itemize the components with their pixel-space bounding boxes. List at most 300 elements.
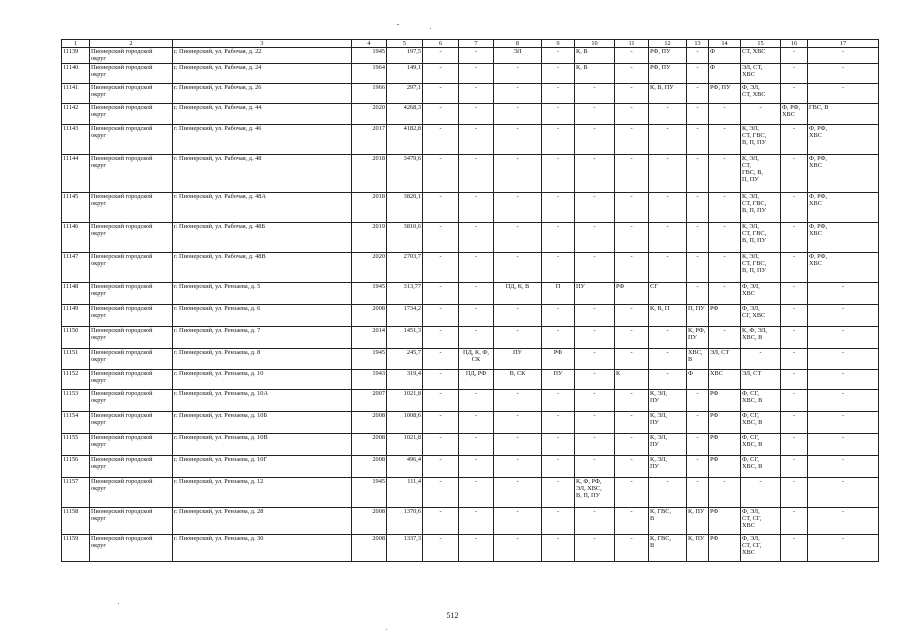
table-cell-col-14: - <box>709 103 741 124</box>
table-row <box>62 282 879 304</box>
table-cell-col-17: ГВС, В <box>808 103 879 124</box>
table-row <box>62 154 879 192</box>
table-cell-col-14: - <box>709 326 741 348</box>
table-cell-col-10: - <box>575 389 615 411</box>
column-header: 12 <box>649 40 687 48</box>
table-cell-col-12: К, ЭЛ, ПУ <box>649 389 687 411</box>
table-cell-col-16: - <box>781 282 808 304</box>
table-cell-col-10: ПУ <box>575 282 615 304</box>
table-cell-col-11: - <box>615 433 649 455</box>
table-cell-col-2: Пионерский городской округ <box>90 63 173 83</box>
table-cell-col-13: - <box>687 48 709 63</box>
table-cell-col-3: г. Пионерский, ул. Рензаева, д. 10Б <box>173 411 352 433</box>
table-cell-col-10: - <box>575 192 615 222</box>
scan-speck <box>386 629 387 630</box>
table-cell-col-11: - <box>615 103 649 124</box>
table-cell-col-12: - <box>649 477 687 507</box>
table-cell-col-16: - <box>781 455 808 477</box>
table-cell-col-16: - <box>781 411 808 433</box>
table-cell-col-17: Ф, РФ, ХВС <box>808 222 879 252</box>
table-cell-col-2: Пионерский городской округ <box>90 222 173 252</box>
table-cell-col-15: Ф, СГ, ХВС, В <box>741 389 781 411</box>
table-cell-col-11: - <box>615 304 649 326</box>
table-cell-col-6: - <box>423 369 459 389</box>
table-cell-col-15: К, ЭЛ, СТ, ГВС, В, П, ПУ <box>741 154 781 192</box>
table-cell-col-7: - <box>459 103 494 124</box>
table-cell-col-1: 11148 <box>62 282 90 304</box>
table-cell-col-5: 1337,3 <box>387 534 423 561</box>
table-cell-col-11: - <box>615 154 649 192</box>
table-cell-col-8: - <box>494 433 542 455</box>
table-cell-col-4: 2008 <box>352 411 387 433</box>
table-cell-col-1: 11157 <box>62 477 90 507</box>
table-cell-col-14: РФ <box>709 455 741 477</box>
table-cell-col-15: Ф, СГ, ХВС, В <box>741 411 781 433</box>
table-cell-col-9: - <box>542 48 575 63</box>
table-cell-col-8: - <box>494 389 542 411</box>
table-cell-col-5: 297,1 <box>387 83 423 103</box>
column-header: 16 <box>781 40 808 48</box>
table-cell-col-9: - <box>542 433 575 455</box>
column-header: 8 <box>494 40 542 48</box>
column-header: 2 <box>90 40 173 48</box>
table-cell-col-15: К, ЭЛ, СТ, ГВС, В, П, ПУ <box>741 222 781 252</box>
table-cell-col-7: - <box>459 154 494 192</box>
table-cell-col-10: - <box>575 326 615 348</box>
table-cell-col-5: 4182,8 <box>387 124 423 154</box>
scan-speck <box>430 28 431 29</box>
table-cell-col-2: Пионерский городской округ <box>90 154 173 192</box>
table-cell-col-9: РФ <box>542 348 575 369</box>
table-cell-col-5: 245,7 <box>387 348 423 369</box>
column-header: 17 <box>808 40 879 48</box>
table-cell-col-1: 11155 <box>62 433 90 455</box>
table-cell-col-1: 11156 <box>62 455 90 477</box>
table-cell-col-9: - <box>542 534 575 561</box>
table-cell-col-14: РФ <box>709 534 741 561</box>
table-cell-col-7: ПД, К, Ф, СК <box>459 348 494 369</box>
table-cell-col-17: - <box>808 83 879 103</box>
table-cell-col-7: - <box>459 63 494 83</box>
table-cell-col-8: - <box>494 124 542 154</box>
table-cell-col-1: 11139 <box>62 48 90 63</box>
table-cell-col-8: - <box>494 411 542 433</box>
table-row <box>62 433 879 455</box>
table-row <box>62 389 879 411</box>
table-cell-col-16: - <box>781 433 808 455</box>
table-cell-col-6: - <box>423 103 459 124</box>
table-cell-col-9: - <box>542 411 575 433</box>
table-row <box>62 124 879 154</box>
table-cell-col-6: - <box>423 411 459 433</box>
table-cell-col-15: - <box>741 477 781 507</box>
table-cell-col-6: - <box>423 282 459 304</box>
table-row <box>62 222 879 252</box>
table-cell-col-16: - <box>781 348 808 369</box>
table-cell-col-14: РФ <box>709 411 741 433</box>
table-cell-col-13: К, ПУ <box>687 534 709 561</box>
table-cell-col-8: - <box>494 477 542 507</box>
table-cell-col-15: ЭЛ, СТ <box>741 369 781 389</box>
table-cell-col-7: ПД, РФ <box>459 369 494 389</box>
table-cell-col-13: - <box>687 477 709 507</box>
table-cell-col-15: К, ЭЛ, СТ, ГВС, В, П, ПУ <box>741 252 781 282</box>
table-cell-col-13: - <box>687 282 709 304</box>
table-cell-col-10: - <box>575 433 615 455</box>
table-cell-col-13: - <box>687 192 709 222</box>
table-cell-col-1: 11142 <box>62 103 90 124</box>
table-cell-col-10: - <box>575 369 615 389</box>
table-cell-col-1: 11159 <box>62 534 90 561</box>
table-cell-col-4: 2008 <box>352 455 387 477</box>
table-cell-col-11: - <box>615 455 649 477</box>
table-cell-col-2: Пионерский городской округ <box>90 455 173 477</box>
table-cell-col-7: - <box>459 192 494 222</box>
table-cell-col-9: - <box>542 154 575 192</box>
table-cell-col-2: Пионерский городской округ <box>90 304 173 326</box>
table-row <box>62 348 879 369</box>
table-row <box>62 455 879 477</box>
table-cell-col-13: - <box>687 154 709 192</box>
table-cell-col-6: - <box>423 222 459 252</box>
table-cell-col-8: - <box>494 534 542 561</box>
table-cell-col-12: - <box>649 154 687 192</box>
table-cell-col-9: - <box>542 63 575 83</box>
table-cell-col-12: К, ГВС, В <box>649 534 687 561</box>
table-cell-col-8: ПД, К, В <box>494 282 542 304</box>
table-row <box>62 369 879 389</box>
table-cell-col-12: - <box>649 124 687 154</box>
table-cell-col-17: - <box>808 507 879 534</box>
table-cell-col-14: РФ <box>709 389 741 411</box>
table-cell-col-2: Пионерский городской округ <box>90 252 173 282</box>
table-cell-col-6: - <box>423 304 459 326</box>
table-row <box>62 477 879 507</box>
table-cell-col-11: - <box>615 124 649 154</box>
table-cell-col-14: РФ, ПУ <box>709 83 741 103</box>
table-cell-col-7: - <box>459 282 494 304</box>
table-cell-col-4: 2014 <box>352 326 387 348</box>
table-cell-col-5: 1021,8 <box>387 389 423 411</box>
table-cell-col-11: - <box>615 507 649 534</box>
table-cell-col-14: ЭЛ, СТ <box>709 348 741 369</box>
table-cell-col-8: - <box>494 83 542 103</box>
table-cell-col-3: г. Пионерский, ул. Рабочая, д. 24 <box>173 63 352 83</box>
table-cell-col-3: г. Пионерский, ул. Рабочая, д. 22 <box>173 48 352 63</box>
table-cell-col-2: Пионерский городской округ <box>90 534 173 561</box>
table-cell-col-4: 1945 <box>352 348 387 369</box>
table-cell-col-7: - <box>459 326 494 348</box>
table-cell-col-9: - <box>542 326 575 348</box>
table-cell-col-12: К, ЭЛ, ПУ <box>649 433 687 455</box>
table-cell-col-3: г. Пионерский, ул. Рензаева, д. 8 <box>173 348 352 369</box>
table-cell-col-16: - <box>781 534 808 561</box>
column-header: 7 <box>459 40 494 48</box>
table-cell-col-1: 11150 <box>62 326 90 348</box>
table-cell-col-13: - <box>687 63 709 83</box>
table-cell-col-9: П <box>542 282 575 304</box>
table-cell-col-16: - <box>781 154 808 192</box>
table-cell-col-13: - <box>687 222 709 252</box>
table-cell-col-12: - <box>649 103 687 124</box>
table-cell-col-16: - <box>781 304 808 326</box>
table-cell-col-13: - <box>687 389 709 411</box>
table-cell-col-5: 1370,6 <box>387 507 423 534</box>
table-cell-col-16: - <box>781 124 808 154</box>
table-cell-col-2: Пионерский городской округ <box>90 326 173 348</box>
table-cell-col-13: К, ПУ <box>687 507 709 534</box>
table-cell-col-17: - <box>808 477 879 507</box>
register-table <box>61 39 879 562</box>
table-cell-col-11: - <box>615 83 649 103</box>
table-row <box>62 252 879 282</box>
table-cell-col-4: 2019 <box>352 222 387 252</box>
table-cell-col-3: г. Пионерский, ул. Рензаева, д. 10А <box>173 389 352 411</box>
column-header: 11 <box>615 40 649 48</box>
table-cell-col-3: г. Пионерский, ул. Рензаева, д. 10 <box>173 369 352 389</box>
table-cell-col-8: - <box>494 304 542 326</box>
table-cell-col-3: г. Пионерский, ул. Рензаева, д. 5 <box>173 282 352 304</box>
table-cell-col-17: Ф, РФ, ХВС <box>808 252 879 282</box>
table-cell-col-6: - <box>423 348 459 369</box>
table-cell-col-12: - <box>649 348 687 369</box>
table-cell-col-2: Пионерский городской округ <box>90 103 173 124</box>
table-row <box>62 507 879 534</box>
table-cell-col-2: Пионерский городской округ <box>90 507 173 534</box>
table-cell-col-10: - <box>575 154 615 192</box>
table-cell-col-4: 2020 <box>352 103 387 124</box>
table-cell-col-6: - <box>423 83 459 103</box>
table-cell-col-12: - <box>649 326 687 348</box>
table-cell-col-6: - <box>423 124 459 154</box>
table-cell-col-1: 11145 <box>62 192 90 222</box>
table-row <box>62 103 879 124</box>
table-cell-col-3: г. Пионерский, ул. Рензаева, д. 12 <box>173 477 352 507</box>
table-cell-col-2: Пионерский городской округ <box>90 83 173 103</box>
table-cell-col-8: ЭЛ <box>494 48 542 63</box>
column-header: 15 <box>741 40 781 48</box>
table-cell-col-1: 11154 <box>62 411 90 433</box>
table-cell-col-15: - <box>741 348 781 369</box>
table-cell-col-5: 496,4 <box>387 455 423 477</box>
table-cell-col-17: - <box>808 63 879 83</box>
table-cell-col-17: Ф, РФ, ХВС <box>808 124 879 154</box>
table-cell-col-9: - <box>542 124 575 154</box>
table-cell-col-14: ХВС <box>709 369 741 389</box>
table-cell-col-9: - <box>542 192 575 222</box>
table-cell-col-13: П, ПУ <box>687 304 709 326</box>
table-row <box>62 534 879 561</box>
table-row <box>62 411 879 433</box>
table-cell-col-9: - <box>542 103 575 124</box>
table-cell-col-15: СТ, ХВС <box>741 48 781 63</box>
table-cell-col-2: Пионерский городской округ <box>90 124 173 154</box>
column-header: 14 <box>709 40 741 48</box>
table-cell-col-16: - <box>781 369 808 389</box>
table-cell-col-17: - <box>808 326 879 348</box>
table-cell-col-10: - <box>575 222 615 252</box>
table-cell-col-1: 11152 <box>62 369 90 389</box>
table-cell-col-5: 1734,2 <box>387 304 423 326</box>
column-header: 10 <box>575 40 615 48</box>
table-cell-col-14: - <box>709 477 741 507</box>
table-cell-col-12: РФ, ПУ <box>649 48 687 63</box>
table-cell-col-3: г. Пионерский, ул. Рензаева, д. 28 <box>173 507 352 534</box>
table-cell-col-1: 11140 <box>62 63 90 83</box>
table-cell-col-17: Ф, РФ, ХВС <box>808 154 879 192</box>
table-cell-col-1: 11147 <box>62 252 90 282</box>
table-cell-col-9: - <box>542 304 575 326</box>
table-cell-col-1: 11143 <box>62 124 90 154</box>
table-cell-col-11: - <box>615 63 649 83</box>
table-cell-col-1: 11151 <box>62 348 90 369</box>
table-cell-col-10: К, В <box>575 48 615 63</box>
table-cell-col-15: Ф, ЭЛ, СГ, ХВС <box>741 304 781 326</box>
table-cell-col-16: - <box>781 192 808 222</box>
table-cell-col-13: - <box>687 103 709 124</box>
table-cell-col-4: 2017 <box>352 124 387 154</box>
table-cell-col-10: - <box>575 348 615 369</box>
table-cell-col-8: - <box>494 103 542 124</box>
table-cell-col-7: - <box>459 252 494 282</box>
table-cell-col-10: - <box>575 507 615 534</box>
table-cell-col-7: - <box>459 222 494 252</box>
table-cell-col-7: - <box>459 411 494 433</box>
table-row <box>62 63 879 83</box>
column-header: 3 <box>173 40 352 48</box>
table-cell-col-17: - <box>808 369 879 389</box>
table-cell-col-7: - <box>459 48 494 63</box>
table-cell-col-15: - <box>741 103 781 124</box>
table-cell-col-8: - <box>494 192 542 222</box>
table-cell-col-1: 11158 <box>62 507 90 534</box>
table-cell-col-5: 197,5 <box>387 48 423 63</box>
table-cell-col-10: К, Ф, РФ, ЭЛ, ХВС, В, П, ПУ <box>575 477 615 507</box>
table-cell-col-7: - <box>459 83 494 103</box>
table-cell-col-13: - <box>687 433 709 455</box>
table-cell-col-11: - <box>615 348 649 369</box>
table-cell-col-2: Пионерский городской округ <box>90 389 173 411</box>
table-cell-col-17: - <box>808 304 879 326</box>
table-cell-col-8: В, СК <box>494 369 542 389</box>
table-cell-col-7: - <box>459 124 494 154</box>
table-cell-col-3: г. Пионерский, ул. Рабочая, д. 48Б <box>173 222 352 252</box>
table-cell-col-17: - <box>808 48 879 63</box>
table-cell-col-12: - <box>649 222 687 252</box>
table-cell-col-16: - <box>781 252 808 282</box>
table-cell-col-6: - <box>423 534 459 561</box>
table-cell-col-10: - <box>575 534 615 561</box>
table-cell-col-4: 2008 <box>352 534 387 561</box>
table-cell-col-9: - <box>542 389 575 411</box>
table-cell-col-6: - <box>423 252 459 282</box>
table-cell-col-12: К, В, П <box>649 304 687 326</box>
table-cell-col-15: Ф, ЭЛ, СТ, СГ, ХВС <box>741 507 781 534</box>
table-cell-col-4: 1943 <box>352 369 387 389</box>
table-cell-col-3: г. Пионерский, ул. Рабочая, д. 48В <box>173 252 352 282</box>
table-cell-col-3: г. Пионерский, ул. Рензаева, д. 10В <box>173 433 352 455</box>
column-header: 9 <box>542 40 575 48</box>
table-cell-col-14: - <box>709 154 741 192</box>
table-cell-col-5: 149,1 <box>387 63 423 83</box>
table-cell-col-3: г. Пионерский, ул. Рензаева, д. 10Г <box>173 455 352 477</box>
table-cell-col-13: - <box>687 83 709 103</box>
table-cell-col-9: - <box>542 477 575 507</box>
table-cell-col-11: - <box>615 326 649 348</box>
table-cell-col-13: ХВС, В <box>687 348 709 369</box>
table-cell-col-14: РФ <box>709 433 741 455</box>
table-cell-col-10: - <box>575 124 615 154</box>
table-cell-col-1: 11153 <box>62 389 90 411</box>
table-cell-col-14: Ф <box>709 63 741 83</box>
table-cell-col-7: - <box>459 507 494 534</box>
table-cell-col-7: - <box>459 534 494 561</box>
table-cell-col-4: 1964 <box>352 63 387 83</box>
table-cell-col-15: Ф, СГ, ХВС, В <box>741 433 781 455</box>
table-cell-col-11: - <box>615 389 649 411</box>
table-cell-col-8: - <box>494 154 542 192</box>
table-cell-col-6: - <box>423 192 459 222</box>
table-cell-col-10: - <box>575 83 615 103</box>
table-cell-col-15: ЭЛ, СТ, ХВС <box>741 63 781 83</box>
table-cell-col-6: - <box>423 154 459 192</box>
table-cell-col-8: - <box>494 252 542 282</box>
table-cell-col-5: 3810,6 <box>387 222 423 252</box>
table-cell-col-11: К <box>615 369 649 389</box>
table-cell-col-4: 2007 <box>352 389 387 411</box>
table-row <box>62 83 879 103</box>
table-cell-col-7: - <box>459 389 494 411</box>
table-cell-col-16: - <box>781 326 808 348</box>
table-cell-col-14: - <box>709 192 741 222</box>
table-cell-col-16: - <box>781 48 808 63</box>
table-cell-col-10: - <box>575 103 615 124</box>
table-cell-col-11: - <box>615 477 649 507</box>
table-cell-col-5: 111,4 <box>387 477 423 507</box>
table-cell-col-11: - <box>615 252 649 282</box>
table-cell-col-9: - <box>542 507 575 534</box>
table-cell-col-4: 2020 <box>352 252 387 282</box>
table-cell-col-6: - <box>423 48 459 63</box>
table-cell-col-15: Ф, ЭЛ, ХВС <box>741 282 781 304</box>
table-cell-col-6: - <box>423 455 459 477</box>
table-cell-col-15: Ф, СГ, ХВС, В <box>741 455 781 477</box>
table-cell-col-14: РФ <box>709 304 741 326</box>
column-header: 5 <box>387 40 423 48</box>
table-cell-col-12: К, ЭЛ, ПУ <box>649 455 687 477</box>
table-cell-col-12: К, ГВС, В <box>649 507 687 534</box>
table-cell-col-17: Ф, РФ, ХВС <box>808 192 879 222</box>
table-cell-col-7: - <box>459 477 494 507</box>
table-cell-col-16: Ф, РФ, ХВС <box>781 103 808 124</box>
scan-speck <box>118 603 119 604</box>
table-cell-col-15: Ф, ЭЛ, СТ, ХВС <box>741 83 781 103</box>
column-header: 4 <box>352 40 387 48</box>
table-cell-col-17: - <box>808 282 879 304</box>
scan-speck <box>397 24 399 25</box>
table-cell-col-16: - <box>781 222 808 252</box>
table-cell-col-1: 11144 <box>62 154 90 192</box>
table-cell-col-8: ПУ <box>494 348 542 369</box>
table-row <box>62 192 879 222</box>
table-cell-col-9: - <box>542 252 575 282</box>
table-cell-col-5: 313,77 <box>387 282 423 304</box>
table-cell-col-5: 1451,3 <box>387 326 423 348</box>
column-header: 13 <box>687 40 709 48</box>
table-cell-col-10: - <box>575 304 615 326</box>
table-cell-col-12: - <box>649 252 687 282</box>
table-cell-col-11: - <box>615 48 649 63</box>
